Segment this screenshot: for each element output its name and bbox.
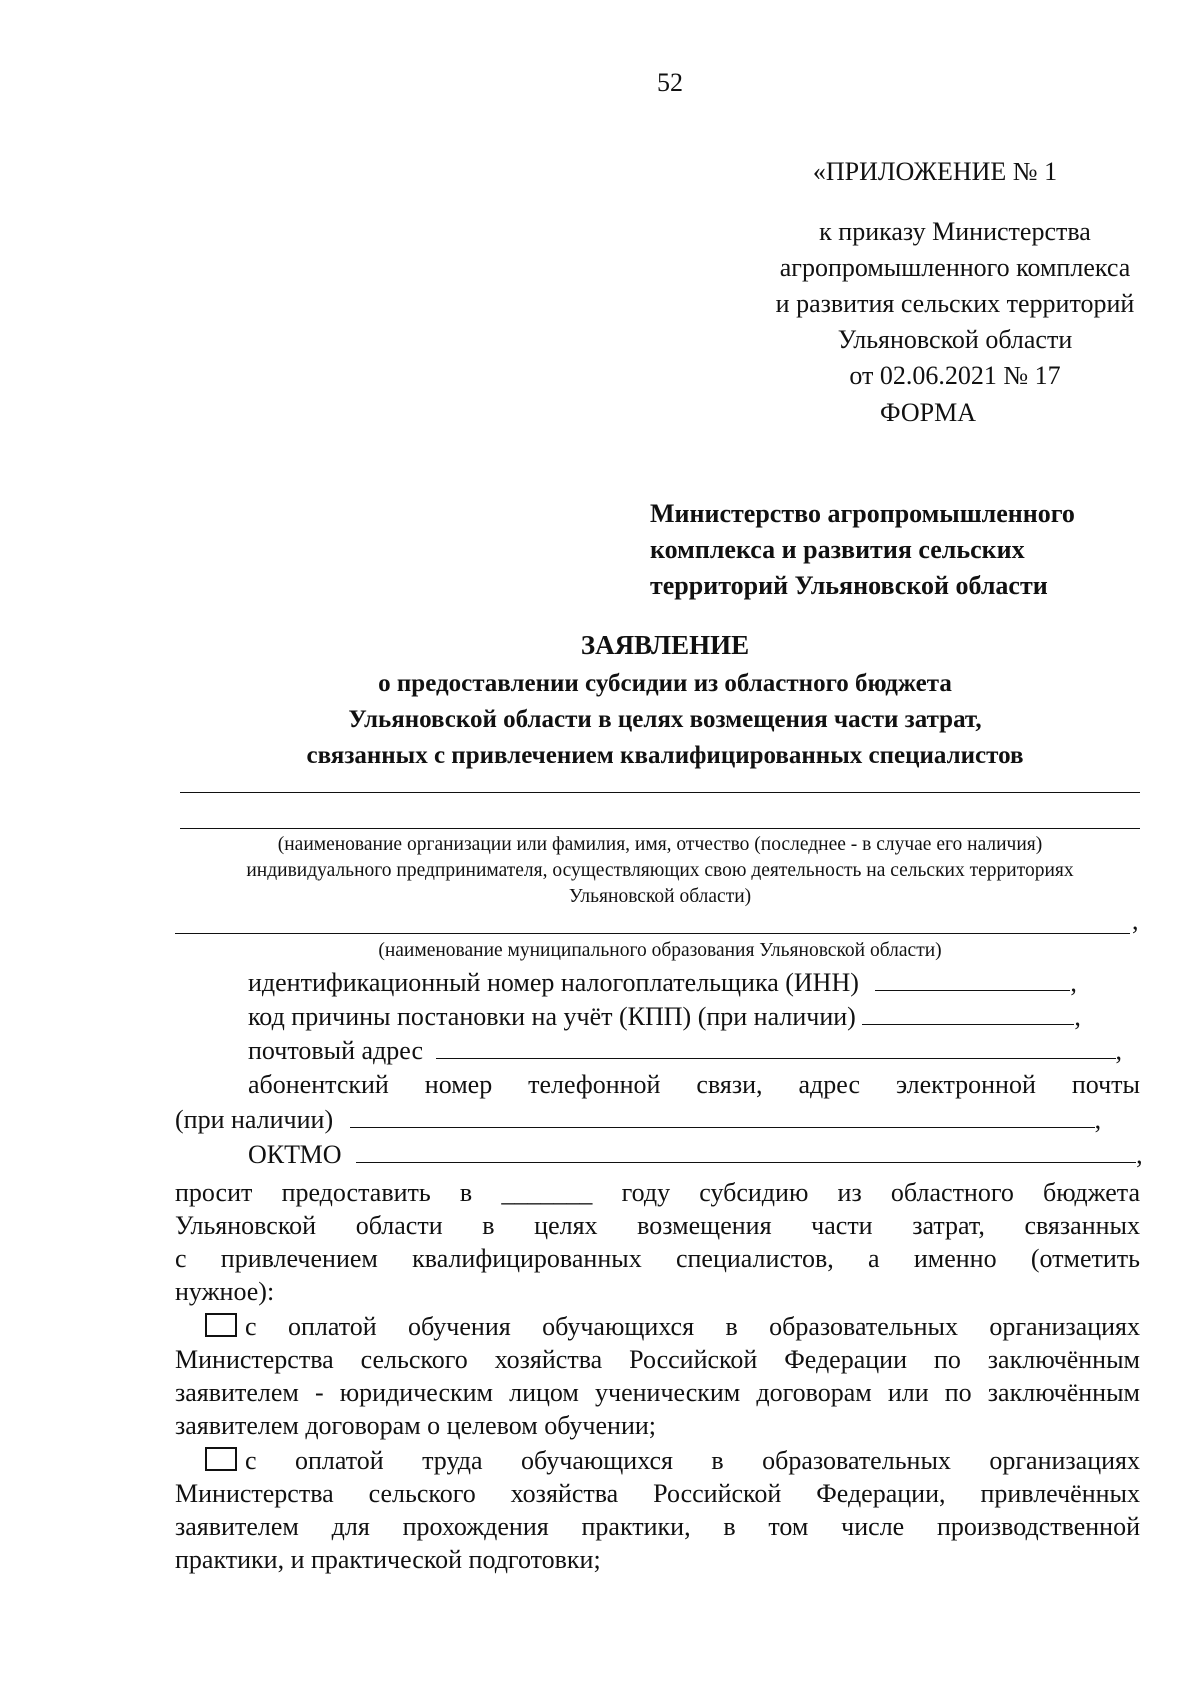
appendix-order-lines (700, 214, 1200, 394)
kpp-label: код причины постановки на учёт (КПП) (при наличии) (248, 1002, 856, 1031)
municipality-line[interactable] (175, 933, 1130, 934)
option-line: заявителем договорам о целевом обучении; (175, 1411, 657, 1440)
phone-email-input[interactable] (350, 1105, 1095, 1128)
checkbox-labor[interactable] (205, 1447, 237, 1471)
address-row (248, 1036, 1122, 1066)
document-subtitle (0, 666, 1200, 774)
comma: , (1070, 968, 1077, 997)
appendix-line: к приказу Министерства (819, 217, 1091, 246)
ministry-line: комплекса и развития сельских (650, 535, 1025, 564)
org-name-hint (180, 832, 1140, 910)
appendix-line: и развития сельских территорий (775, 289, 1135, 318)
request-paragraph (175, 1176, 1140, 1308)
inn-label: идентификационный номер налогоплательщика (ИНН) (248, 968, 859, 997)
request-line: с привлечением квалифицированных специалистов, а именно (отметить (175, 1244, 1140, 1273)
comma: , (1132, 906, 1139, 935)
form-label: ФОРМА (880, 398, 976, 427)
hint-line: Ульяновской области) (568, 886, 752, 907)
appendix-line: агропромышленного комплекса (779, 253, 1131, 282)
inn-row (248, 968, 1077, 998)
option-line: с оплатой обучения обучающихся в образовательных организациях (245, 1312, 1140, 1341)
option-training (175, 1310, 1140, 1442)
appendix-line: от 02.06.2021 № 17 (849, 361, 1061, 390)
oktmo-input[interactable] (356, 1140, 1136, 1163)
option-line: Министерства сельского хозяйства Российской Федерации по заключённым (175, 1345, 1140, 1374)
comma: , (1094, 1105, 1102, 1134)
checkbox-training[interactable] (205, 1313, 237, 1337)
ministry-line: Министерство агропромышленного (650, 499, 1075, 528)
appendix-line: Ульяновской области (837, 325, 1073, 354)
option-labor (175, 1444, 1140, 1576)
comma: , (1115, 1036, 1122, 1065)
subtitle-line: о предоставлении субсидии из областного бюджета (378, 670, 952, 697)
phone-label-2: (при наличии) (175, 1105, 334, 1134)
option-line: Министерства сельского хозяйства Российской Федерации, привлечённых (175, 1479, 1140, 1508)
addressee-ministry (650, 496, 1130, 604)
page-number: 52 (657, 68, 683, 97)
inn-input[interactable] (875, 968, 1070, 991)
hint-line: индивидуального предпринимателя, осуществляющих свою деятельность на сельских территориях (246, 860, 1074, 881)
municipality-hint: (наименование муниципального образования Ульяновской области) (378, 940, 942, 961)
phone-label: абонентский номер телефонной связи, адрес электронной почты (248, 1070, 1140, 1099)
oktmo-row (248, 1140, 1143, 1170)
ministry-line: территорий Ульяновской области (650, 571, 1048, 600)
request-line: нужное): (175, 1277, 275, 1306)
comma: , (1074, 1002, 1081, 1031)
org-name-line-1[interactable] (180, 792, 1140, 793)
option-line: заявителем - юридическим лицом ученическим договорам или по заключённым (175, 1378, 1140, 1407)
document-title: ЗАЯВЛЕНИЕ (580, 630, 750, 660)
request-line: Ульяновской области в целях возмещения части затрат, связанных (175, 1211, 1140, 1240)
option-line: заявителем для прохождения практики, в том числе производственной (175, 1512, 1140, 1541)
subtitle-line: Ульяновской области в целях возмещения части затрат, (348, 706, 982, 733)
option-line: с оплатой труда обучающихся в образовательных организациях (245, 1446, 1140, 1475)
request-line: просит предоставить в _______ году субсидию из областного бюджета (175, 1178, 1140, 1207)
org-name-line-2[interactable] (180, 828, 1140, 829)
subtitle-line: связанных с привлечением квалифицированных специалистов (306, 742, 1024, 769)
address-input[interactable] (436, 1036, 1116, 1059)
option-line: практики, и практической подготовки; (175, 1545, 601, 1574)
comma: , (1136, 1140, 1143, 1169)
hint-line: (наименование организации или фамилия, имя, отчество (последнее - в случае его наличия) (277, 834, 1043, 855)
kpp-row (248, 1002, 1081, 1032)
oktmo-label: ОКТМО (248, 1140, 342, 1169)
address-label: почтовый адрес (248, 1036, 423, 1065)
kpp-input[interactable] (862, 1002, 1074, 1025)
appendix-heading: «ПРИЛОЖЕНИЕ № 1 (812, 157, 1058, 186)
phone-row (175, 1105, 1101, 1135)
